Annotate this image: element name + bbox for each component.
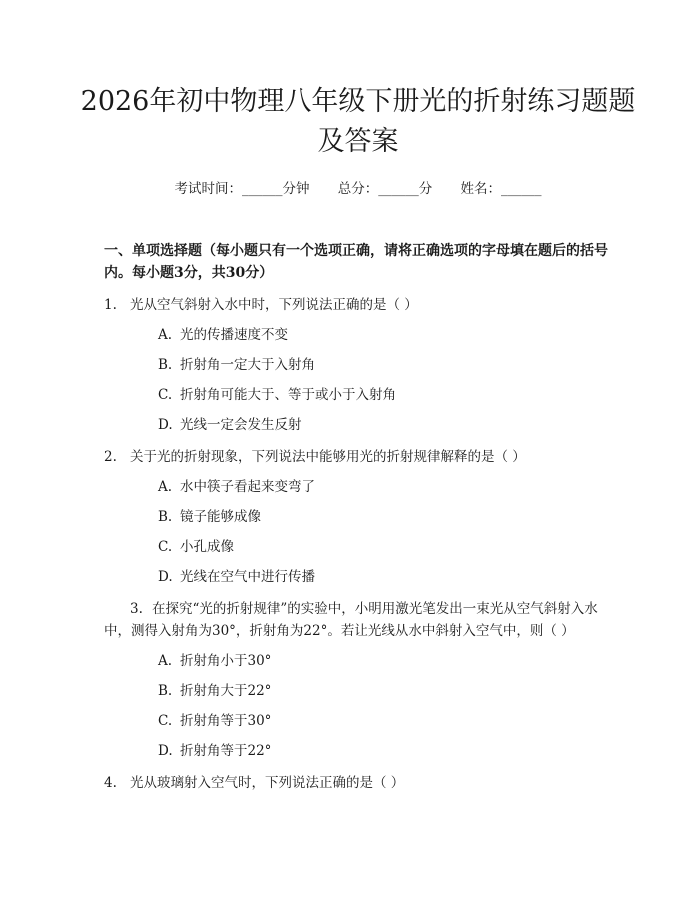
option-letter: C. [158,387,173,403]
option-list [104,650,612,762]
option-letter: C. [158,539,173,555]
option-text: 光线一定会发生反射 [180,417,302,433]
option-letter: D. [158,569,173,585]
option-b [158,680,612,702]
option-letter: A. [158,479,173,495]
exam-time-field: 考试时间：______分钟 [174,181,310,197]
question-stem [104,446,612,468]
option-text: 光的传播速度不变 [180,327,288,343]
option-text: 折射角小于30° [180,653,272,669]
option-list [104,476,612,588]
option-a [158,476,612,498]
option-text: 光线在空气中进行传播 [180,569,315,585]
question-number: 1. [104,297,117,313]
option-letter: D. [158,417,173,433]
page-title: 2026年初中物理八年级下册光的折射练习题题及答案 [80,86,636,157]
question-text: 在探究“光的折射规律”的实验中，小明用激光笔发出一束光从空气斜射入水中，测得入射角为30°，折射角为22°。若让光线从水中斜射入空气中，则（ ） [104,601,598,639]
option-letter: B. [158,509,173,525]
question-2 [104,446,612,588]
option-text: 折射角等于30° [180,713,272,729]
option-a [158,650,612,672]
total-score-field: 总分：______分 [337,181,433,197]
option-d [158,566,612,588]
option-text: 折射角等于22° [180,743,272,759]
option-letter: D. [158,743,173,759]
option-text: 小孔成像 [180,539,234,555]
question-text: 光从玻璃射入空气时，下列说法正确的是（ ） [130,775,405,791]
option-d [158,740,612,762]
question-stem [104,772,612,794]
option-text: 折射角可能大于、等于或小于入射角 [180,387,396,403]
question-number: 3. [130,601,143,617]
option-text: 折射角一定大于入射角 [180,357,315,373]
option-letter: B. [158,683,173,699]
option-c [158,384,612,406]
option-text: 折射角大于22° [180,683,272,699]
question-1 [104,294,612,436]
option-letter: A. [158,653,173,669]
exam-info [104,178,612,200]
option-b [158,506,612,528]
option-d [158,414,612,436]
option-letter: A. [158,327,173,343]
question-stem [104,598,612,642]
question-text: 关于光的折射现象，下列说法中能够用光的折射规律解释的是（ ） [130,449,526,465]
option-text: 水中筷子看起来变弯了 [180,479,315,495]
option-letter: B. [158,357,173,373]
option-text: 镜子能够成像 [180,509,261,525]
option-list [104,324,612,436]
question-number: 4. [104,775,117,791]
section-heading: 一、单项选择题（每小题只有一个选项正确，请将正确选项的字母填在题后的括号内。每小题3分，共30分） [104,243,608,281]
question-text: 光从空气斜射入水中时，下列说法正确的是（ ） [130,297,418,313]
question-3 [104,598,612,762]
option-c [158,536,612,558]
option-b [158,354,612,376]
question-number: 2. [104,449,117,465]
option-c [158,710,612,732]
question-4 [104,772,612,794]
option-a [158,324,612,346]
option-letter: C. [158,713,173,729]
student-name-field: 姓名：______ [460,181,542,197]
question-stem [104,294,612,316]
